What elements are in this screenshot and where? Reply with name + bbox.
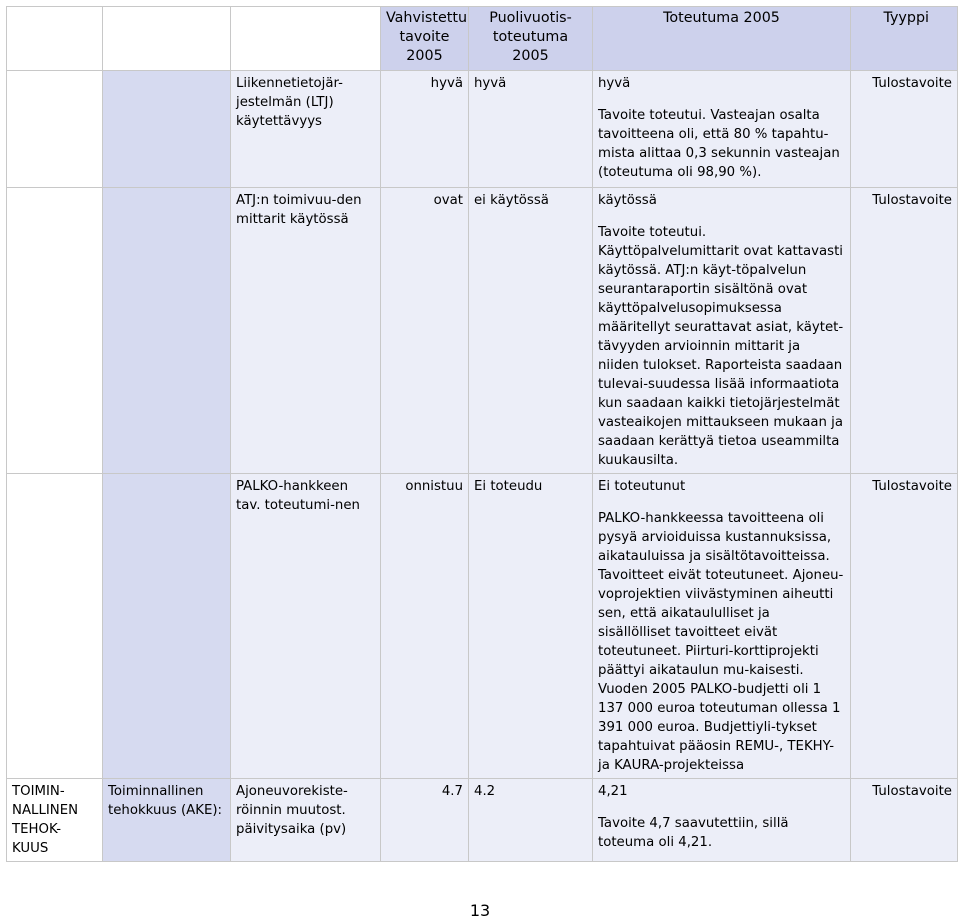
halfyear-cell: ei käytössä bbox=[469, 188, 593, 474]
result-value: 4,21 bbox=[598, 784, 628, 799]
halfyear-cell: hyvä bbox=[469, 71, 593, 188]
page-number: 13 bbox=[469, 901, 491, 920]
header-toteutuma: Toteutuma 2005 bbox=[593, 7, 851, 71]
row-main-cell bbox=[7, 188, 103, 474]
result-note: Tavoite 4,7 saavutettiin, sillä toteuma oli 4,21. bbox=[598, 816, 789, 850]
target-cell: ovat bbox=[381, 188, 469, 474]
type-cell: Tulostavoite bbox=[851, 474, 958, 779]
type-cell: Tulostavoite bbox=[851, 188, 958, 474]
header-row bbox=[7, 7, 958, 71]
row-sub-cell bbox=[103, 188, 231, 474]
result-cell bbox=[593, 779, 851, 862]
results-table bbox=[6, 6, 958, 862]
halfyear-cell: Ei toteudu bbox=[469, 474, 593, 779]
header-blank-sub bbox=[103, 7, 231, 71]
header-blank-main bbox=[7, 7, 103, 71]
measure-cell: PALKO-hankkeen tav. toteutumi-nen bbox=[231, 474, 381, 779]
result-cell bbox=[593, 188, 851, 474]
row-sub-cell bbox=[103, 474, 231, 779]
result-cell bbox=[593, 474, 851, 779]
halfyear-cell: 4.2 bbox=[469, 779, 593, 862]
sub-category-cell: Toiminnallinen tehokkuus (AKE): bbox=[103, 779, 231, 862]
type-cell: Tulostavoite bbox=[851, 779, 958, 862]
target-cell: 4.7 bbox=[381, 779, 469, 862]
type-cell: Tulostavoite bbox=[851, 71, 958, 188]
table-row bbox=[7, 71, 958, 188]
table-row bbox=[7, 779, 958, 862]
row-main-cell bbox=[7, 71, 103, 188]
target-cell: hyvä bbox=[381, 71, 469, 188]
result-value: käytössä bbox=[598, 193, 657, 208]
header-blank-measure bbox=[231, 7, 381, 71]
main-category-cell: TOIMIN-NALLINEN TEHOK-KUUS bbox=[7, 779, 103, 862]
result-note: Tavoite toteutui. Vasteajan osalta tavoitteena oli, että 80 % tapahtu-mista alittaa 0,3 sekunnin vasteajan (toteutuma oli 98,90 %). bbox=[598, 108, 840, 180]
result-cell bbox=[593, 71, 851, 188]
row-main-cell bbox=[7, 474, 103, 779]
measure-cell: Liikennetietojär-jestelmän (LTJ) käytettävyys bbox=[231, 71, 381, 188]
measure-cell: Ajoneuvorekiste-röinnin muutost. päivitysaika (pv) bbox=[231, 779, 381, 862]
result-value: Ei toteutunut bbox=[598, 479, 686, 494]
result-note: PALKO-hankkeessa tavoitteena oli pysyä arvioiduissa kustannuksissa, aikatauluissa ja sisältötavoitteissa. Tavoitteet eivät toteutuneet. Ajoneu-voprojektien viivästyminen aiheutti sen, että aikataululliset ja sisällölliset tavoitteet eivät toteutuneet. Piirturi-korttiprojekti päättyi aikataulun mu-kaisesti. Vuoden 2005 PALKO-budjetti oli 1 137 000 euroa toteutuman ollessa 1 391 000 euroa. Budjettiyli-tykset tapahtuivat pääosin REMU-, TEKHY- ja KAURA-projekteissa bbox=[598, 511, 844, 773]
measure-cell: ATJ:n toimivuu-den mittarit käytössä bbox=[231, 188, 381, 474]
header-puolivuotistoteutuma: Puolivuotis-toteutuma 2005 bbox=[469, 7, 593, 71]
row-sub-cell bbox=[103, 71, 231, 188]
header-vahvistettu-tavoite: Vahvistettu tavoite 2005 bbox=[381, 7, 469, 71]
target-cell: onnistuu bbox=[381, 474, 469, 779]
header-tyyppi: Tyyppi bbox=[851, 7, 958, 71]
result-value: hyvä bbox=[598, 76, 631, 91]
result-note: Tavoite toteutui. Käyttöpalvelumittarit ovat kattavasti käytössä. ATJ:n käyt-töpalvelun seurantaraportin sisältönä ovat käyttöpalvelusopimuksessa määritellyt seurattavat asiat, käytet-tävyyden arvioinnin mittarit ja niiden tulokset. Raporteista saadaan tulevai-suudessa lisää informaatiota kun saadaan kaikki tietojärjestelmät vasteaikojen mittaukseen mukaan ja saadaan kerättyä tietoa useammilta kuukausilta. bbox=[598, 225, 844, 468]
table-row bbox=[7, 188, 958, 474]
table-row bbox=[7, 474, 958, 779]
